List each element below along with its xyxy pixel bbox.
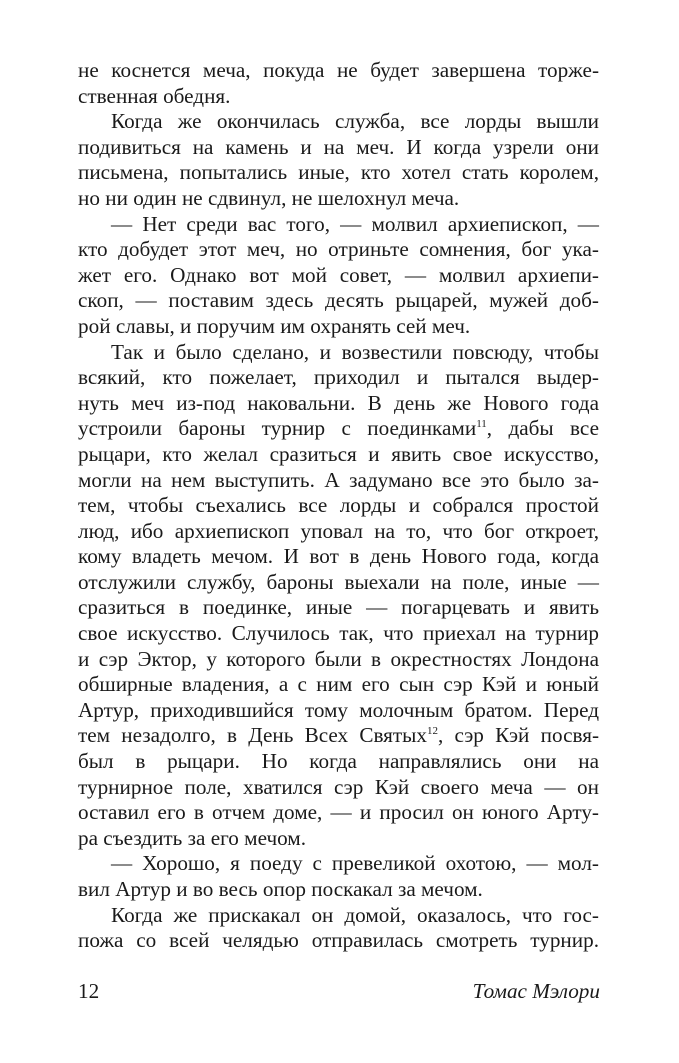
line-text: , дабы все	[486, 416, 599, 441]
text-line: кому владеть мечом. И вот в день Нового года, когда	[78, 544, 599, 569]
text-line: письмена, попытались иные, кто хотел стать королем,	[78, 160, 599, 185]
text-line: не коснется меча, покуда не будет завершена торже-	[78, 58, 599, 82]
text-line: пожа со всей челядью отправилась смотреть турнир.	[78, 928, 599, 953]
page-text	[78, 58, 599, 954]
line-text: тем незадолго, в День Всех Святых	[78, 723, 428, 748]
text-line: но ни один не сдвинул, не шелохнул меча.	[78, 185, 460, 210]
footnote-marker[interactable]: 12	[427, 725, 439, 738]
text-line: ра съездить за его мечом.	[78, 825, 307, 850]
text-line: — Нет среди вас того, — молвил архиепископ, —	[111, 211, 599, 236]
text-line: могли на нем выступить. А задумано все это было за-	[78, 467, 599, 492]
text-line: рыцари, кто желал сразиться и явить свое искусство,	[78, 441, 599, 466]
text-line: Когда же окончилась служба, все лорды вышли	[111, 109, 599, 134]
line-text: устроили бароны турнир с поединками	[78, 416, 477, 441]
footnote-marker[interactable]: 11	[476, 418, 487, 431]
text-line: ственная обедня.	[78, 83, 231, 108]
text-line-with-footnote	[78, 416, 599, 442]
text-line: Когда же прискакал он домой, оказалось, что гос-	[111, 902, 599, 927]
text-line: турнирное поле, хватился сэр Кэй своего меча — он	[78, 774, 599, 799]
text-line: — Хорошо, я поеду с превеликой охотою, — мол-	[111, 851, 599, 876]
text-line: всякий, кто пожелает, приходил и пытался выдер-	[78, 365, 599, 390]
text-line: Артур, приходившийся тому молочным братом. Перед	[78, 697, 599, 722]
text-line: обширные владения, а с ним его сын сэр Кэй и юный	[78, 672, 599, 697]
text-line: и сэр Эктор, у которого были в окрестностях Лондона	[78, 646, 599, 671]
text-line: отслужили службу, бароны выехали на поле, иные —	[78, 569, 599, 594]
text-line: Так и было сделано, и возвестили повсюду, чтобы	[111, 339, 599, 364]
text-line: оставил его в отчем доме, — и просил он юного Арту-	[78, 800, 599, 825]
text-line: жет его. Однако вот мой совет, — молвил архиепи-	[78, 262, 599, 287]
text-line: свое искусство. Случилось так, что приехал на турнир	[78, 621, 599, 646]
text-line: кто добудет этот меч, но отриньте сомнения, бог ука-	[78, 237, 599, 262]
text-line-with-footnote	[78, 723, 599, 749]
text-line: рой славы, и поручим им охранять сей меч.	[78, 313, 471, 338]
text-line: тем, чтобы съехались все лорды и собрался простой	[78, 493, 599, 518]
text-line: нуть меч из-под наковальни. В день же Нового года	[78, 390, 599, 415]
text-line: скоп, — поставим здесь десять рыцарей, мужей доб-	[78, 288, 599, 313]
text-line: был в рыцари. Но когда направлялись они на	[78, 749, 599, 774]
line-text: , сэр Кэй посвя-	[438, 723, 600, 748]
text-line: люд, ибо архиепископ уповал на то, что бог откроет,	[78, 518, 599, 543]
text-line: сразиться в поединке, иные — погарцевать и явить	[78, 595, 599, 620]
page-number: 12	[78, 979, 100, 1003]
text-line: подивиться на камень и на меч. И когда узрели они	[78, 134, 599, 159]
text-line: вил Артур и во весь опор поскакал за мечом.	[78, 877, 483, 901]
running-author: Томас Мэлори	[472, 979, 600, 1003]
